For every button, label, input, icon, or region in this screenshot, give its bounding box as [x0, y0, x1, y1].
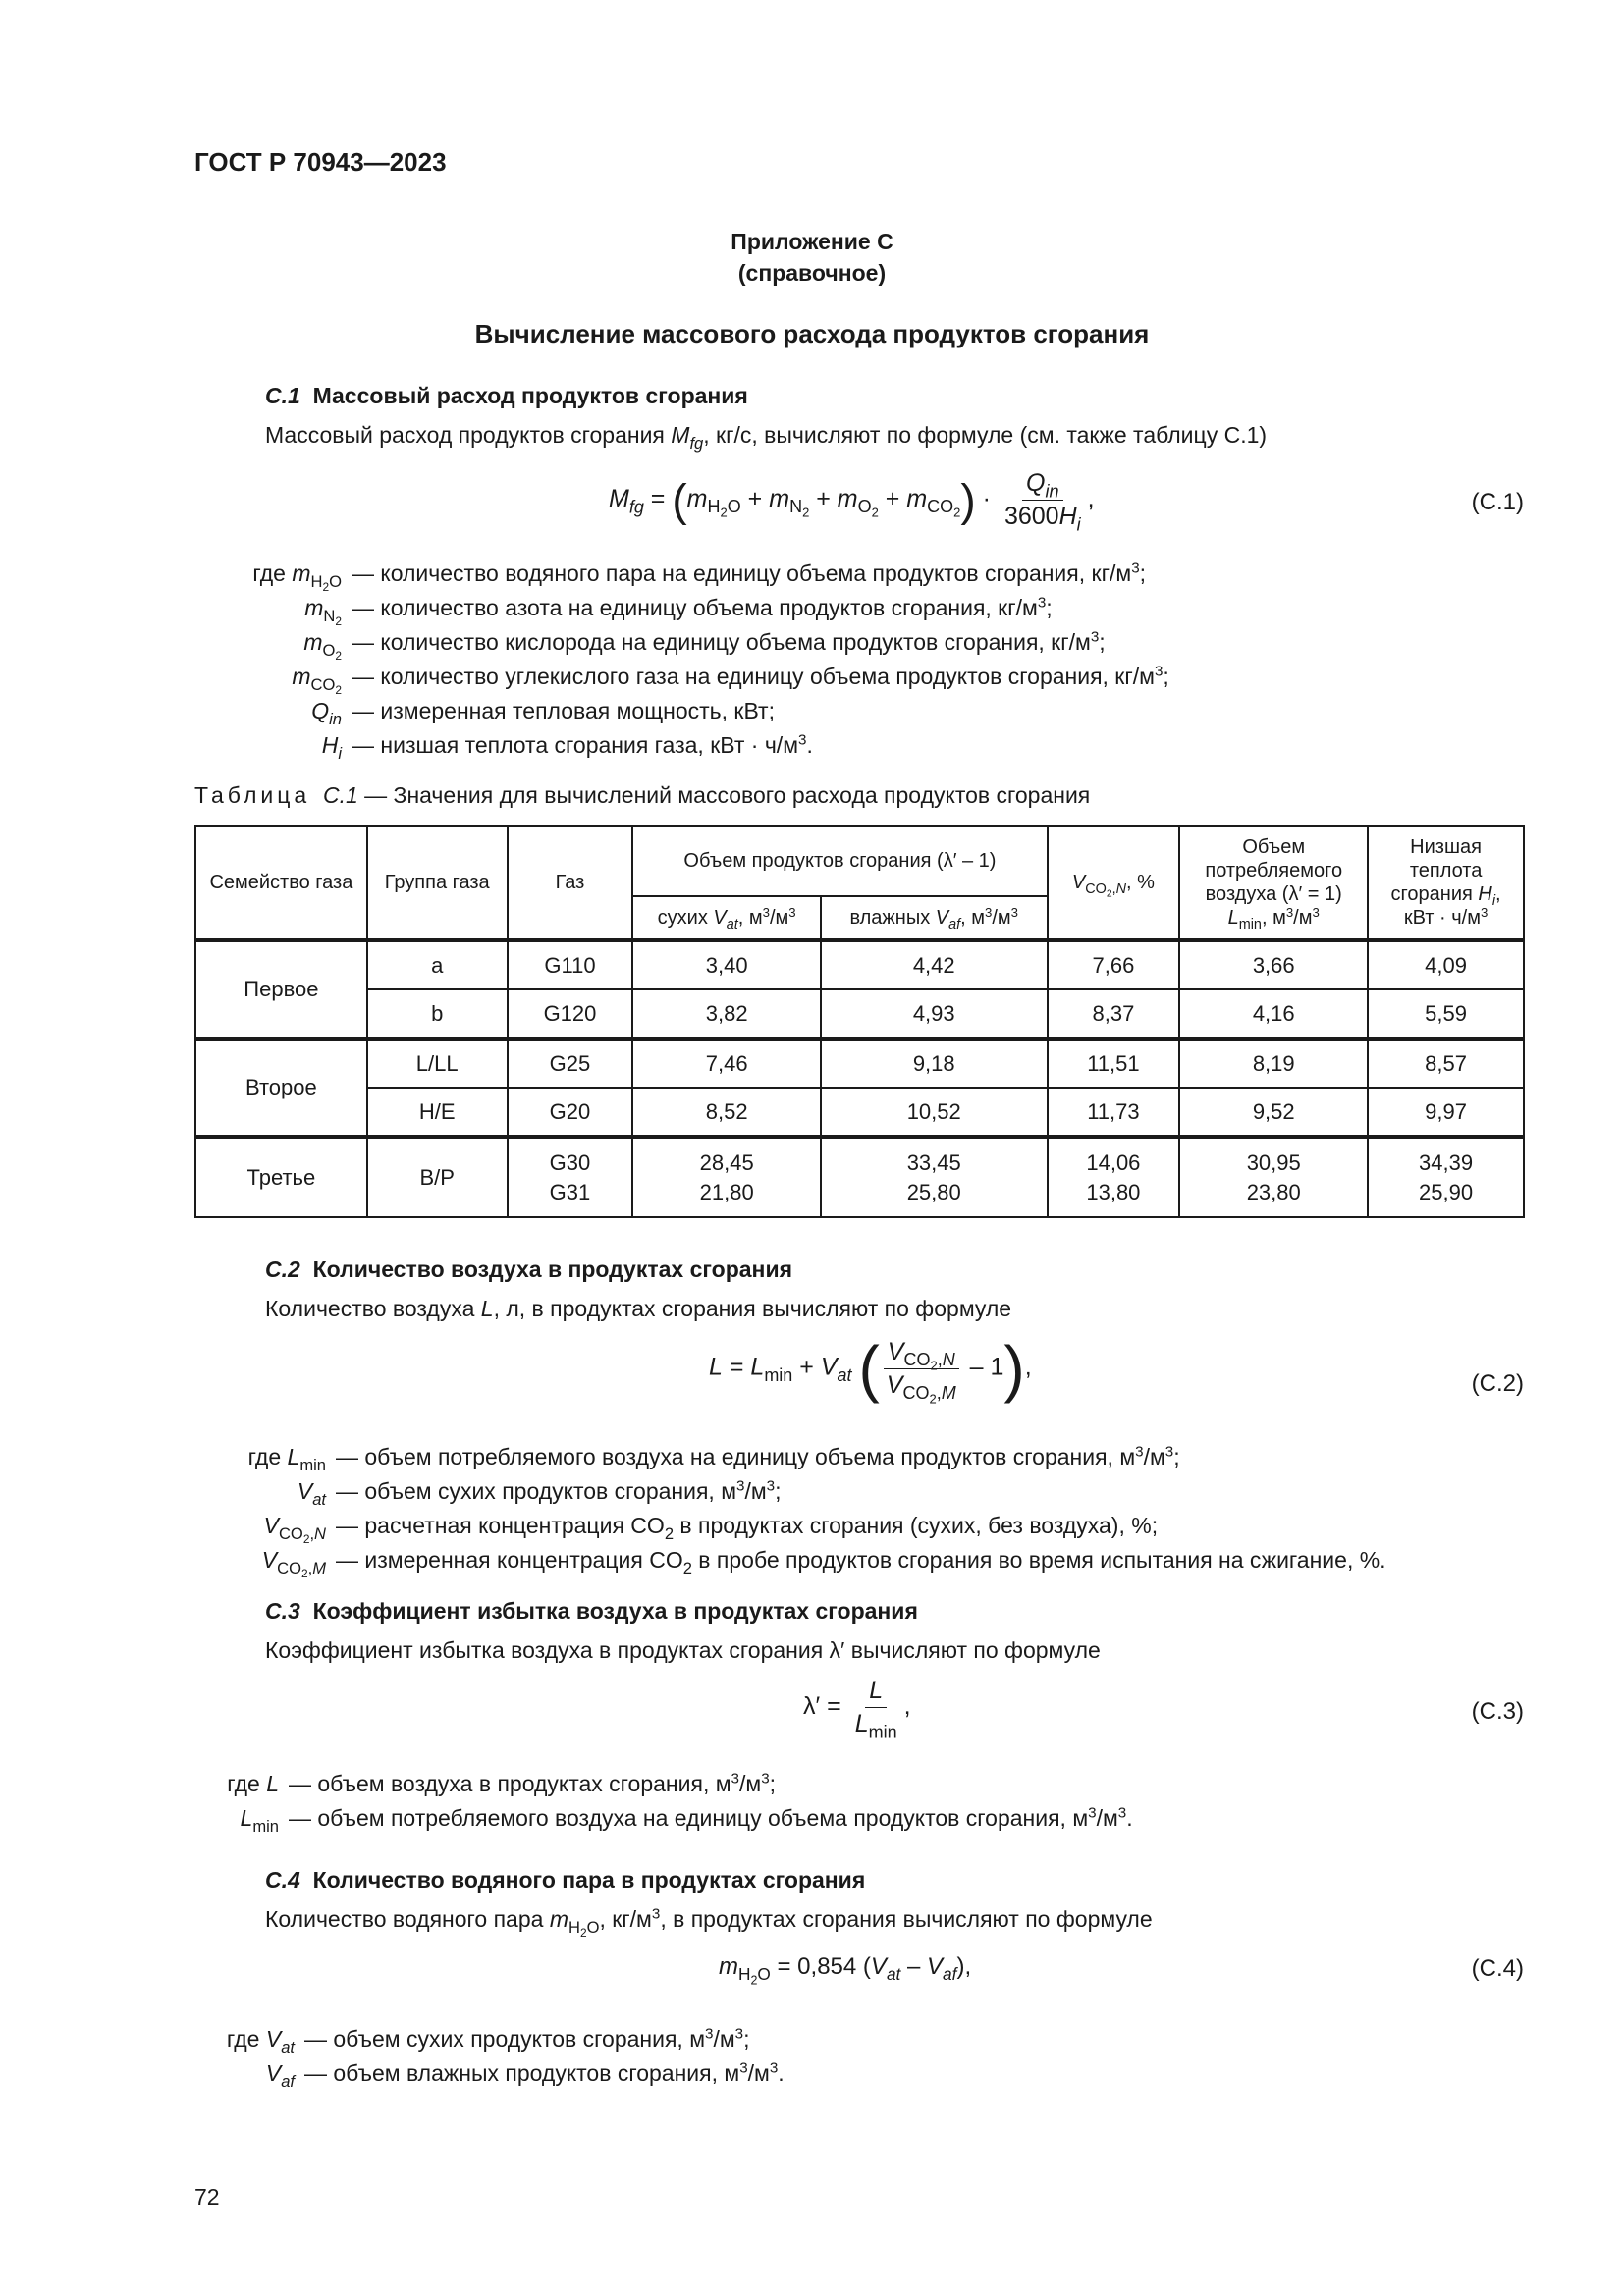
formula-c1: $M_{fg} = (m_{H_2O} + m_{N_2} + m_{O_2} + m_{CO_2})$ · $\frac{Q_{in}}{3600H_i}$ ,	[609, 469, 1095, 535]
values-table	[194, 825, 1525, 1218]
section-c3-heading: С.3 Коэффициент избытка воздуха в продуктах сгорания	[265, 1598, 918, 1624]
equation-number: (С.2)	[1471, 1370, 1524, 1397]
section-c3-intro: Коэффициент избытка воздуха в продуктах сгорания λ′ вычисляют по формуле	[265, 1637, 1101, 1663]
formula-c4: $m_{H_2O} = 0,854$ $(V_{at} - V_{af})$,	[719, 1953, 972, 1988]
section-c4-heading: С.4 Количество водяного пара в продуктах сгорания	[265, 1867, 866, 1893]
formula-c3: λ′ = $\frac{L}{L_{min}}$ ,	[803, 1677, 911, 1742]
table-row: b G120 3,82 4,93 8,37 4,16 5,59	[195, 989, 1524, 1039]
table-row: Третье B/P G30 G31 28,45 21,80 33,45 25,80 14,06 13,80 30,95 23,80 34,39 25,90	[195, 1137, 1524, 1217]
section-c2-heading: С.2 Количество воздуха в продуктах сгорания	[265, 1256, 793, 1282]
section-c2-intro: Количество воздуха L, л, в продуктах сгорания вычисляют по формуле	[265, 1296, 1012, 1321]
definition-text: — расчетная концентрация $CO_2$ в продуктах сгорания (сухих, без воздуха), %;	[336, 1513, 1159, 1543]
formula-c2: $L = L_{min} + V_{at}$ ( $\frac{V_{CO_2,N}}{V_{CO_2,M}}$ – 1),	[709, 1333, 1032, 1407]
header-air: Объем потребляемого воздуха (λ′ = 1) $L_{min}$, $м^3/м^3$	[1179, 826, 1368, 940]
definition-text: — количество водяного пара на единицу объема продуктов сгорания, $кг/м^3$;	[352, 560, 1147, 586]
header-gas: Газ	[508, 826, 633, 940]
header-wet: влажных $V_{af}$, $м^3/м^3$	[821, 896, 1048, 940]
c3-definitions: где L — объем воздуха в продуктах сгорания, $м^3/м^3$; $L_{min}$ — объем потребляемого воздуха на единицу объема продуктов сгорания, $м^3/м^3$.	[194, 1767, 1133, 1836]
definition-text: — количество азота на единицу объема продуктов сгорания, $кг/м^3$;	[352, 594, 1053, 620]
section-c1-heading	[265, 383, 748, 409]
table-row: Второе L/LL G25 7,46 9,18 11,51 8,19 8,57	[195, 1039, 1524, 1088]
table-row: H/E G20 8,52 10,52 11,73 9,52 9,97	[195, 1088, 1524, 1137]
definition-text: — объем сухих продуктов сгорания, $м^3/м^3$;	[304, 2025, 750, 2052]
section-c1-intro: Массовый расход продуктов сгорания $M_{fg}$, кг/с, вычисляют по формуле (см. также таблицу С.1)	[265, 422, 1268, 453]
header-family: Семейство газа	[195, 826, 367, 940]
annex-heading	[0, 226, 1624, 289]
section-c4-intro: Количество водяного пара $m_{H_2O}$, $кг/м^3$, в продуктах сгорания вычисляют по формуле	[265, 1905, 1153, 1940]
annex-label: Приложение С	[731, 229, 893, 254]
c4-definitions: где $V_{at}$ — объем сухих продуктов сгорания, $м^3/м^3$; $V_{af}$ — объем влажных продуктов сгорания, $м^3/м^3$.	[194, 2022, 785, 2091]
equation-number: (С.1)	[1471, 489, 1524, 515]
definition-text: — количество углекислого газа на единицу объема продуктов сгорания, $кг/м^3$;	[352, 663, 1169, 689]
header-vco2: $V_{CO_2,N}$, %	[1048, 826, 1180, 940]
definition-text: — измеренная концентрация $CO_2$ в пробе продуктов сгорания во время испытания на сжигание, %.	[336, 1547, 1386, 1577]
definition-text: — объем сухих продуктов сгорания, $м^3/м^3$;	[336, 1477, 782, 1504]
header-group: Группа газа	[367, 826, 508, 940]
c1-definitions: где $m_{H_2O}$ — количество водяного пара на единицу объема продуктов сгорания, $кг/м^3$; $m_{N_2}$ — количество азота на единицу объема продуктов сгорания, $кг/м^3$; $m_{O_2}$ — количество кислорода на единицу объема продуктов сгорания, $кг/м^3$; $m_{CO_2}$ — количество углекислого газа на единицу объема продуктов сгорания, $кг/м^3$; $Q_{in}$ — измеренная тепловая мощность, кВт; $H_i$ — низшая теплота сгорания газа, кВт · $ч/м^3$.	[194, 557, 1169, 763]
table-caption: Таблица С.1 — Значения для вычислений массового расхода продуктов сгорания	[194, 782, 1091, 808]
definition-text: — объем потребляемого воздуха на единицу объема продуктов сгорания, $м^3/м^3$;	[336, 1443, 1180, 1469]
standard-designation: ГОСТ Р 70943—2023	[194, 147, 447, 177]
definition-text: — объем воздуха в продуктах сгорания, $м^3/м^3$;	[289, 1770, 777, 1796]
c2-definitions: где $L_{min}$ — объем потребляемого воздуха на единицу объема продуктов сгорания, $м^3/м^3$; $V_{at}$ — объем сухих продуктов сгорания, $м^3/м^3$; $V_{CO_2,N}$ — расчетная концентрация $CO_2$ в продуктах сгорания (сухих, без воздуха), %; $V_{CO_2,M}$ — измеренная концентрация $CO_2$ в пробе продуктов сгорания во время испытания на сжигание, %.	[194, 1440, 1386, 1577]
header-dry: сухих $V_{at}$, $м^3/м^3$	[632, 896, 821, 940]
section-number: С.1	[265, 383, 300, 408]
page-number: 72	[194, 2184, 220, 2210]
section-title: Массовый расход продуктов сгорания	[312, 383, 748, 408]
header-volume: Объем продуктов сгорания (λ′ – 1)	[632, 826, 1047, 896]
equation-number: (С.4)	[1471, 1955, 1524, 1982]
definition-text: — объем потребляемого воздуха на единицу объема продуктов сгорания, $м^3/м^3$.	[289, 1804, 1133, 1831]
header-heat: Низшая теплота сгорания $H_i$, кВт · $ч/м^3$	[1368, 826, 1524, 940]
definition-text: — количество кислорода на единицу объема продуктов сгорания, $кг/м^3$;	[352, 628, 1106, 655]
definition-text: — низшая теплота сгорания газа, кВт · $ч/м^3$.	[352, 731, 813, 758]
definition-text: — измеренная тепловая мощность, кВт;	[352, 698, 775, 723]
definition-text: — объем влажных продуктов сгорания, $м^3/м^3$.	[304, 2059, 785, 2086]
annex-type: (справочное)	[737, 260, 887, 286]
table-row: Первое a G110 3,40 4,42 7,66 3,66 4,09	[195, 940, 1524, 989]
equation-number: (С.3)	[1471, 1698, 1524, 1725]
annex-title: Вычисление массового расхода продуктов сгорания	[474, 319, 1150, 348]
